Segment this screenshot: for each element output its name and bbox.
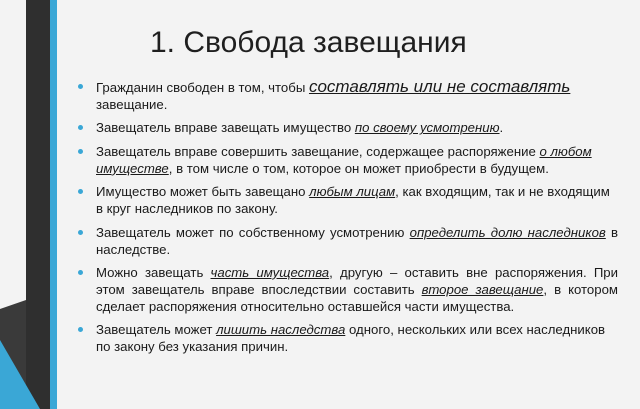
item-text: завещание. — [96, 97, 168, 112]
slide-title: 1. Свобода завещания — [150, 26, 467, 59]
emphasis-text: часть имущества — [210, 264, 330, 280]
item-text: . — [499, 120, 504, 136]
emphasis-text: определить долю наследников — [409, 224, 606, 240]
item-text: , как входящим, так и не входящим в круг наследников по закону. — [96, 184, 610, 217]
item-text: одного, нескольких или всех наследников по закону без указания причин. — [96, 322, 606, 355]
item-text: , в котором сделает распоряжения относительно оставшейся части имущества. — [96, 281, 618, 314]
list-item — [78, 321, 618, 355]
emphasis-text: о любом имуществе — [96, 143, 592, 176]
item-text: Завещатель может — [96, 322, 217, 338]
accent-stripe — [50, 0, 57, 409]
bullet-icon — [78, 189, 83, 194]
item-text: , другую – оставить вне распоряжения. При этом завещатель вправе впоследствии составить — [96, 264, 618, 297]
item-text: Завещатель вправе совершить завещание, содержащее распоряжение — [96, 143, 540, 159]
bullet-list — [78, 78, 618, 362]
item-text: Имущество может быть завещано — [96, 184, 310, 200]
item-text: , в том числе о том, которое он может приобрести в будущем. — [168, 160, 549, 176]
emphasis-text: любым лицам — [309, 184, 396, 200]
list-item — [78, 264, 618, 315]
list-item — [78, 119, 618, 136]
list-item — [78, 78, 618, 113]
bullet-icon — [78, 230, 83, 235]
emphasis-text: по своему усмотрению — [354, 120, 500, 136]
item-text: Можно завещать — [96, 264, 211, 280]
list-item — [78, 183, 618, 217]
item-text: Завещатель вправе завещать имущество — [96, 120, 355, 136]
emphasis-text: составлять или не составлять — [308, 77, 571, 96]
list-item — [78, 143, 618, 177]
item-text: Гражданин свободен в том, чтобы — [96, 80, 309, 95]
item-text: Завещатель может по собственному усмотрению — [96, 224, 410, 240]
bullet-icon — [78, 84, 83, 89]
list-item — [78, 224, 618, 258]
emphasis-text: второе завещание — [421, 281, 544, 297]
bullet-icon — [78, 125, 83, 130]
bullet-icon — [78, 149, 83, 154]
bullet-icon — [78, 327, 83, 332]
emphasis-text: лишить наследства — [216, 322, 346, 338]
dark-stripe — [26, 0, 50, 409]
bullet-icon — [78, 270, 83, 275]
item-text: в наследстве. — [96, 224, 619, 257]
